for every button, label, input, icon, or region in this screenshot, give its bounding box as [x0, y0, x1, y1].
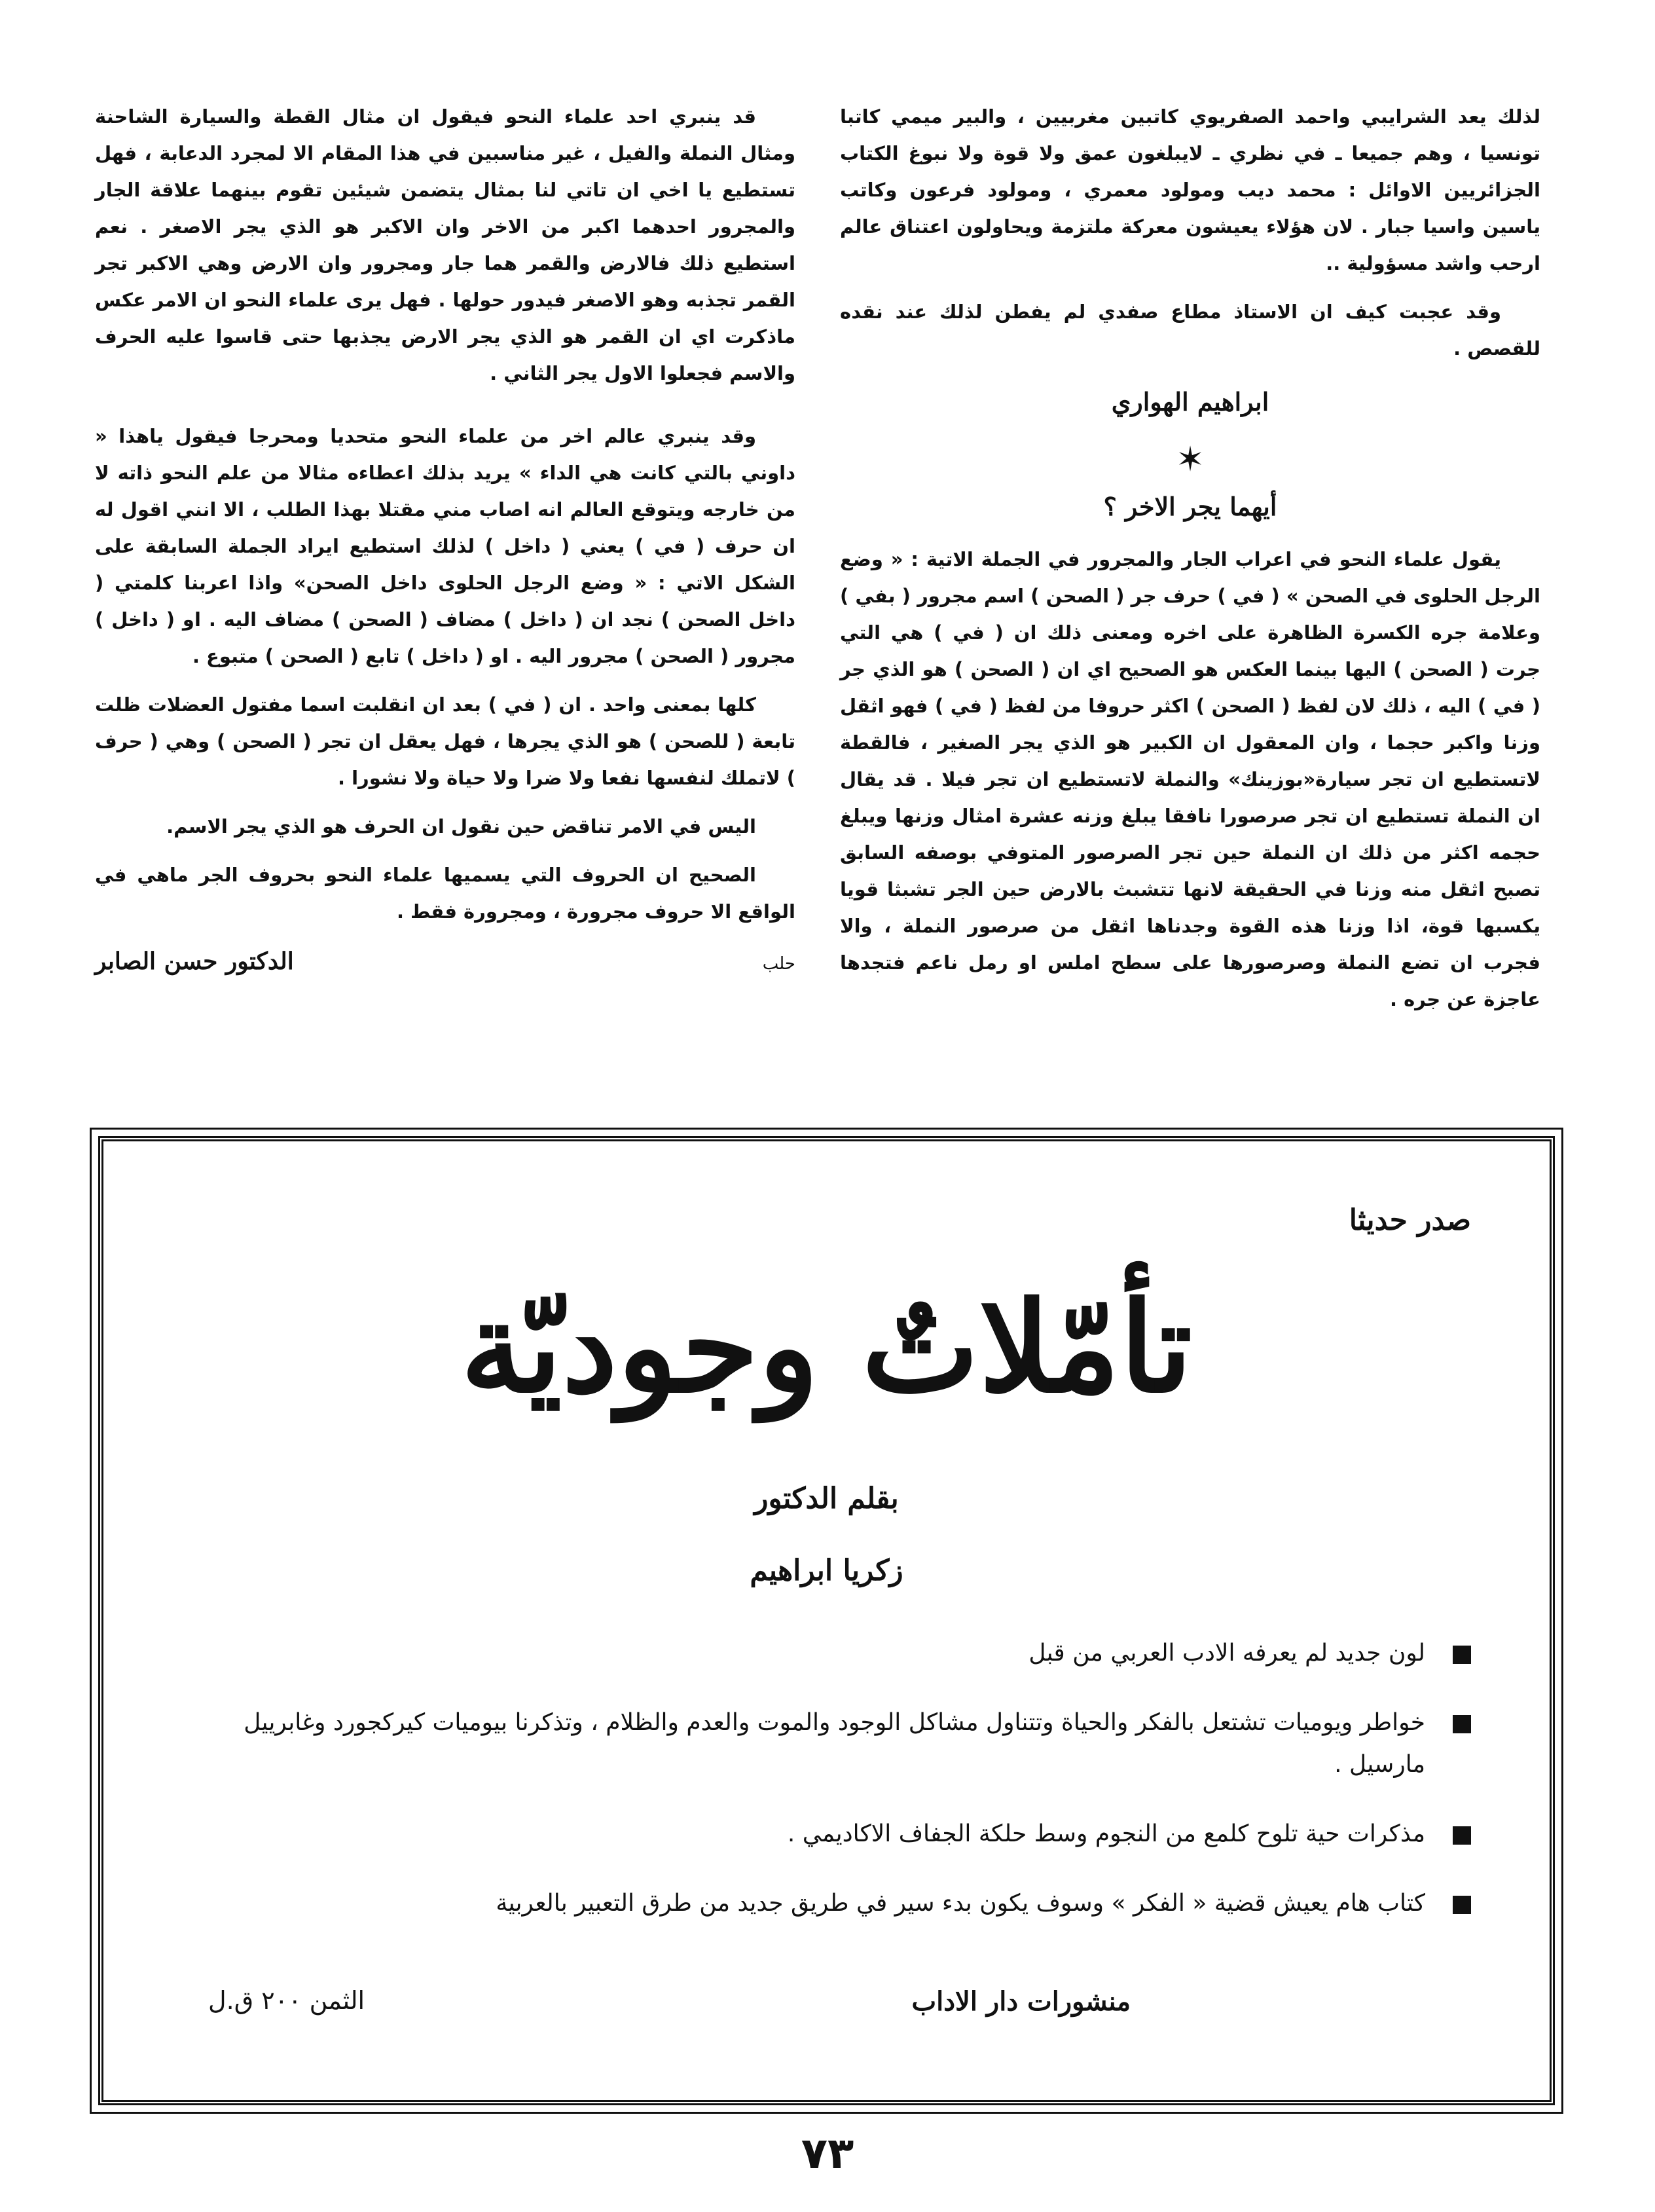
square-bullet-icon [1453, 1646, 1471, 1664]
article-title: أيهما يجر الاخر ؟ [1103, 492, 1277, 521]
paragraph: اليس في الامر تناقض حين نقول ان الحرف هو الذي يجر الاسم. [166, 815, 756, 838]
square-bullet-icon [1453, 1826, 1471, 1845]
paragraph: كلها بمعنى واحد . ان ( في ) بعد ان انقلبت اسما مفتول العضلات ظلت تابعة ( للصحن ) هو الذي يجرها ، فهل يعقل ان تجر ( الصحن ) وهي ( حرف ) لاتملك لنفسها نفعا ولا ضرا ولا حياة ولا نشورا . [95, 693, 795, 789]
ad-kicker: صدر حديثا [1349, 1204, 1471, 1237]
list-item: مذكرات حية تلوح كلمع من النجوم وسط حلكة الجفاف الاكاديمي . [175, 1813, 1471, 1855]
list-item: لون جديد لم يعرفه الادب العربي من قبل [175, 1632, 1471, 1674]
publisher: منشورات دار الاداب [911, 1986, 1131, 2017]
article-column-left [95, 98, 795, 982]
paragraph: الصحيح ان الحروف التي يسميها علماء النحو بحروف الجر ماهي في الواقع الا حروف مجرورة ، ومجرورة فقط . [95, 864, 795, 923]
city-name: حلب [762, 954, 795, 974]
byline: بقلم الدكتور [754, 1482, 899, 1515]
square-bullet-icon [1453, 1896, 1471, 1914]
square-bullet-icon [1453, 1715, 1471, 1733]
book-advertisement [98, 1136, 1555, 2105]
page-number: ٧٣ [801, 2128, 854, 2179]
paragraph: وقد ينبري عالم اخر من علماء النحو متحديا ومحرجا فيقول ياهذا « داوني بالتي كانت هي الداء » يريد بذلك اعطاءه مثالا من علم النحو ذاته لا من خارجه ويتوقع العالم انه اصاب مني مقتلا بهذا الطلب ، الا انني اقول له ان حرف ( في ) يعني ( داخل ) لذلك استطيع ايراد الجملة السابقة على الشكل الاتي : « وضع الرجل الحلوى داخل الصحن» واذا اعربنا كلمتي ( داخل الصحن ) نجد ان ( داخل ) مضاف ( الصحن ) مضاف اليه . او ( داخل ) مجرور ( الصحن ) مجرور اليه . او ( داخل ) تابع ( الصحن ) متبوع . [95, 425, 795, 667]
feature-list [175, 1632, 1471, 1952]
paragraph: وقد عجبت كيف ان الاستاذ مطاع صفدي لم يفطن لذلك عند نقده للقصص . [840, 301, 1540, 359]
paragraph: قد ينبري احد علماء النحو فيقول ان مثال القطة والسيارة الشاحنة ومثال النملة والفيل ، غير مناسبين في هذا المقام الا لمجرد الدعابة ، فهل تستطيع يا اخي ان تاتي لنا بمثال يتضمن شيئين تقوم بينهما علاقة الجار والمجرور احدهما اكبر من الاخر وان الاكبر هو الذي يجر الاصغر . نعم استطيع ذلك فالارض والقمر هما جار ومجرور وان الارض وهي الاكبر تجر القمر تجذبه وهو الاصغر فيدور حولها . فهل يرى علماء النحو ان الامر عكس ماذكرت اي ان القمر هو الذي يجر الارض يجذبها حتى قاسوا عليه الحرف والاسم فجعلوا الاول يجر الثاني . [95, 105, 795, 384]
author-signature: الدكتور حسن الصابر [95, 948, 294, 975]
signature-row [95, 943, 795, 982]
author-signature: ابراهيم الهواري [1111, 387, 1269, 416]
ad-footer [208, 1986, 1131, 2017]
book-title: تأمّلاتٌ وجوديّة [460, 1274, 1193, 1420]
paragraph: يقول علماء النحو في اعراب الجار والمجرور في الجملة الاتية : « وضع الرجل الحلوى في الصحن » ( في ) حرف جر ( الصحن ) اسم مجرور ( بفي ) وعلامة جره الكسرة الظاهرة على اخره ومعنى ذلك ان ( في ) هي التي جرت ( الصحن ) اليها بينما العكس هو الصحيح اي ان ( الصحن ) هو الذي جر ( في ) اليه ، ذلك لان لفظ ( الصحن ) اكثر حروفا من لفظ ( في ) فهو اثقل وزنا واكبر حجما ، وان المعقول ان الكبير هو الذي يجر الصغير ، فالقطة لاتستطيع ان تجر سيارة«بوزينك» والنملة لاتستطيع ان تجر فيلا . قد يقال ان النملة تستطيع ان تجر صرصورا نافقا يبلغ وزنه عشرة امثال وزنها ويبلغ حجمه اكثر من ذلك ان النملة حين تجر الصرصور المتوفي بوصفه السابق تصبح اثقل منه وزنا في الحقيقة لانها تتشبث بالارض حين الجر تشبثا قويا يكسبها قوة، اذا وزنا هذه القوة وجدناها اثقل من صرصور النملة ، والا فجرب ان تضع النملة وصرصورها على سطح املس او رمل ناعم فتجدها عاجزة عن جره . [840, 548, 1540, 1010]
list-item: خواطر ويوميات تشتعل بالفكر والحياة وتتناول مشاكل الوجود والموت والعدم والظلام ، وتذكرنا بيوميات كيركجورد وغابرييل مارسيل . [175, 1702, 1471, 1786]
list-item: كتاب هام يعيش قضية « الفكر » وسوف يكون بدء سير في طريق جديد من طرق التعبير بالعربية [175, 1883, 1471, 1925]
star-separator-icon: ✶ [1176, 440, 1205, 479]
paragraph: لذلك يعد الشرايبي واحمد الصفريوي كاتبين مغربيين ، والبير ميمي كاتبا تونسيا ، وهم جميعا ـ في نظري ـ لايبلغون عمق ولا قوة ولا نبوغ الكتاب الجزائريين الاوائل : محمد ديب ومولود معمري ، ومولود فرعون وكاتب ياسين واسيا جبار . لان هؤلاء يعيشون معركة ملتزمة ويحاولون اعتناق عالم ارحب واشد مسؤولية .. [840, 105, 1540, 274]
article-column-right [840, 98, 1540, 1029]
price: الثمن ٢٠٠ ق.ل [208, 1986, 365, 2015]
book-author: زكريا ابراهيم [750, 1554, 903, 1587]
